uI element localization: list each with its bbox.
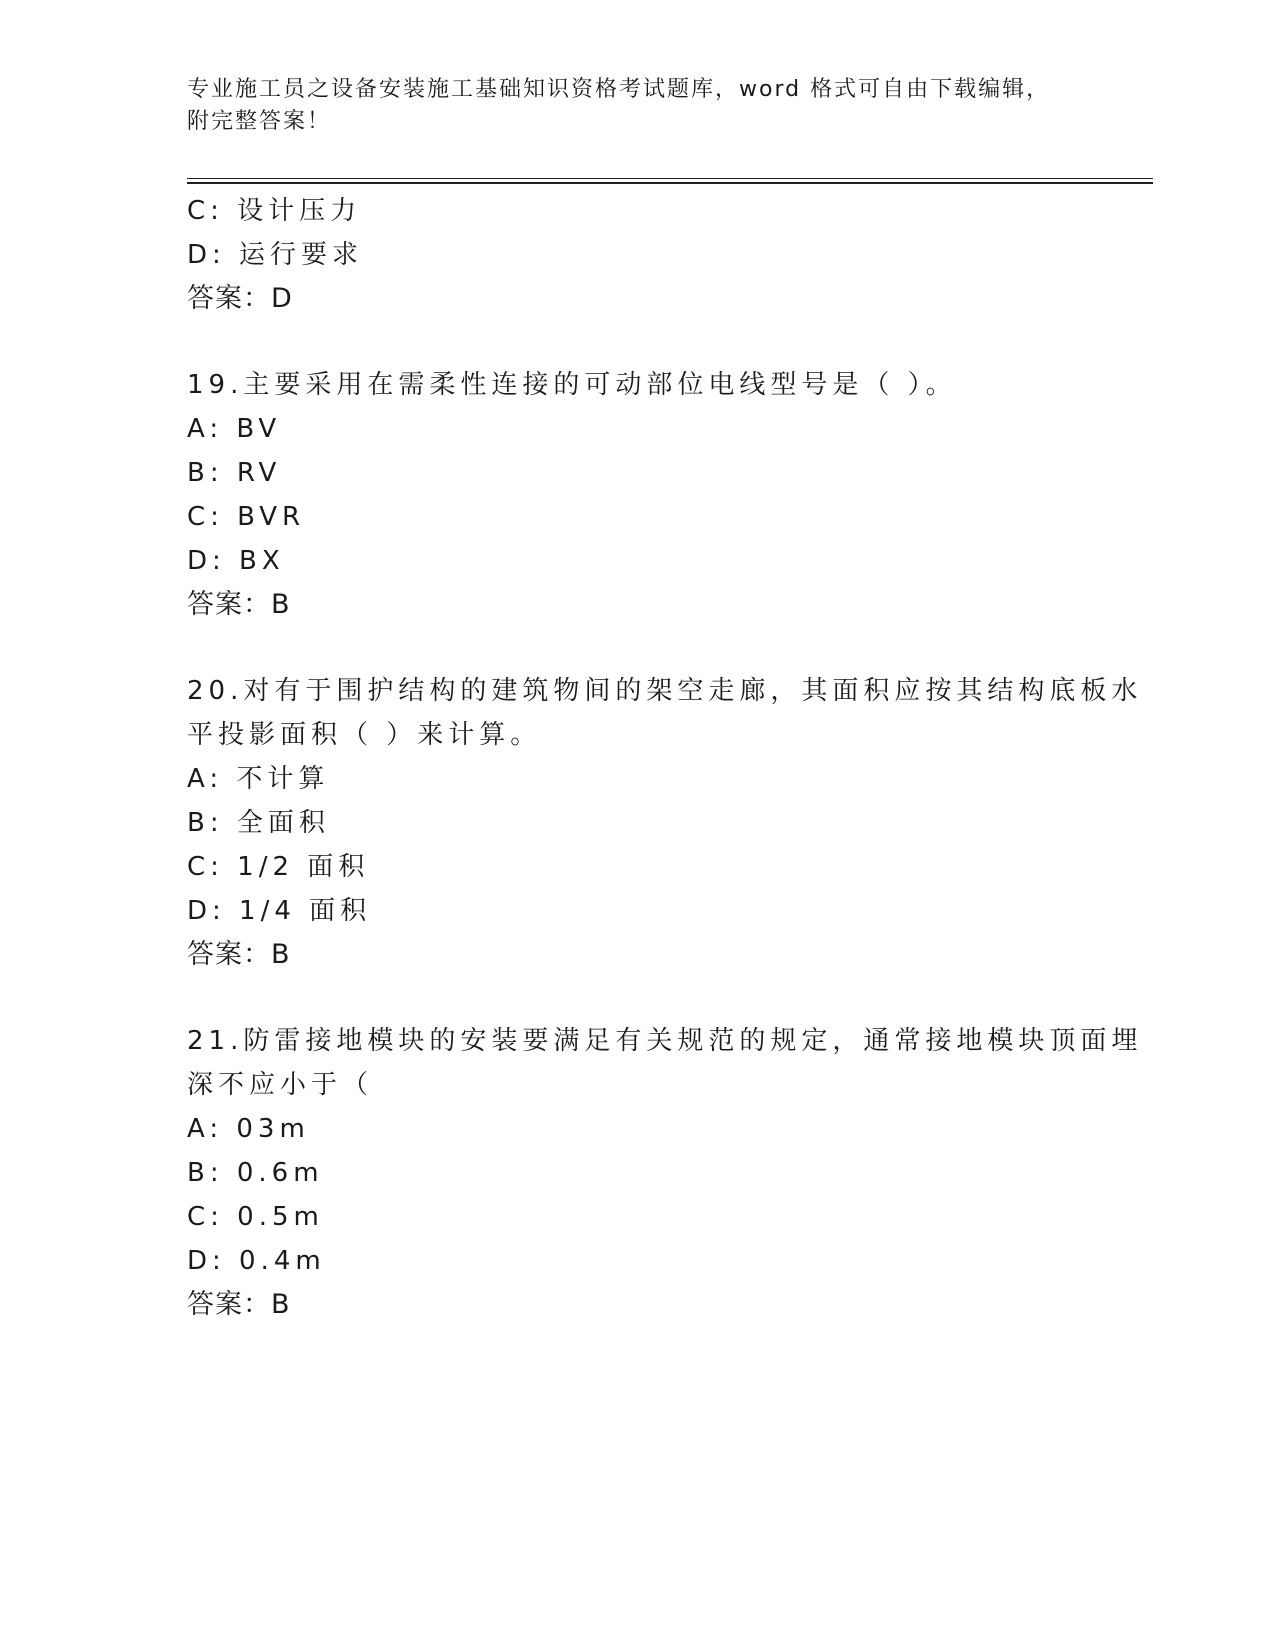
q19-answer: 答案：B bbox=[187, 589, 291, 620]
q20-option-d: D: 1/4 面积 bbox=[187, 896, 372, 926]
q20-option-b: B: 全面积 bbox=[187, 808, 330, 838]
q20-option-a: A: 不计算 bbox=[187, 764, 330, 794]
header-line-2: 附完整答案！ bbox=[187, 109, 332, 134]
q21-option-a: A: 03m bbox=[187, 1114, 310, 1144]
q18-option-d: D: 运行要求 bbox=[187, 240, 364, 270]
q20-question-line-2: 平投影面积（ ）来计算。 bbox=[187, 720, 542, 750]
q20-answer: 答案：B bbox=[187, 939, 291, 970]
q19-option-b: B: RV bbox=[187, 458, 282, 488]
header-line-1: 专业施工员之设备安装施工基础知识资格考试题库，word 格式可自由下载编辑， bbox=[187, 77, 1051, 102]
q18-option-c: C: 设计压力 bbox=[187, 196, 362, 226]
q19-question: 19.主要采用在需柔性连接的可动部位电线型号是（ ）。 bbox=[187, 370, 957, 400]
q19-option-d: D: BX bbox=[187, 546, 285, 576]
document-header bbox=[187, 74, 1067, 138]
header-rule-thin bbox=[187, 178, 1153, 179]
q21-option-b: B: 0.6m bbox=[187, 1158, 324, 1188]
q19-option-c: C: BVR bbox=[187, 502, 306, 532]
q19-option-a: A: BV bbox=[187, 414, 282, 444]
header-rule-thick bbox=[187, 182, 1153, 184]
q18-answer: 答案：D bbox=[187, 283, 293, 314]
q21-option-d: D: 0.4m bbox=[187, 1246, 326, 1276]
q20-option-c: C: 1/2 面积 bbox=[187, 852, 370, 882]
q21-question-line-1: 21.防雷接地模块的安装要满足有关规范的规定，通常接地模块顶面埋 bbox=[187, 1026, 1143, 1056]
q21-question-line-2: 深不应小于（ bbox=[187, 1070, 374, 1100]
q21-answer: 答案：B bbox=[187, 1289, 291, 1320]
q20-question-line-1: 20.对有于围护结构的建筑物间的架空走廊，其面积应按其结构底板水 bbox=[187, 676, 1143, 706]
q21-option-c: C: 0.5m bbox=[187, 1202, 324, 1232]
